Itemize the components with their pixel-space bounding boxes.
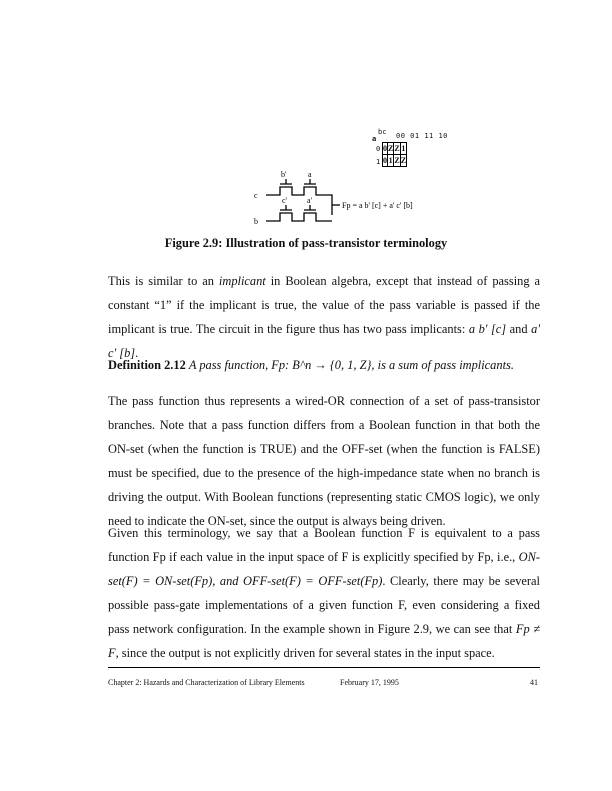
- emphasis: ON-set(F) = ON-set(Fp), and OFF-set(F) = OFF-set(Fp): [108, 550, 540, 588]
- gate-label: a': [307, 196, 312, 205]
- output-expression: Fp = a b' [c] + a' c' [b]: [342, 201, 413, 210]
- kmap-cell: Z: [394, 144, 400, 153]
- text: This is similar to an: [108, 274, 219, 288]
- emphasis: Fp ≠ F: [108, 622, 540, 660]
- definition-label: Definition 2.12: [108, 358, 186, 372]
- kmap-row-label: 1: [376, 158, 381, 166]
- pass-transistor-circuit: [240, 170, 440, 230]
- kmap-col: 10: [438, 132, 448, 140]
- text: Given this terminology, we say that a Boolean function F is equivalent to a pass function Fp if each value in the input space of F is explicitly specified by Fp, i.e.,: [108, 526, 540, 564]
- text: and: [506, 322, 532, 336]
- gate-label: a: [308, 170, 312, 179]
- kmap-cell: Z: [388, 144, 394, 153]
- kmap-table: [382, 142, 407, 167]
- kmap-cell: Z: [400, 156, 407, 165]
- gate-label: b': [281, 170, 287, 179]
- kmap-row-vars: a: [372, 135, 377, 143]
- text: , since the output is not explicitly driven for several states in the input space.: [115, 646, 495, 660]
- paragraph-pass-function: The pass function thus represents a wired-OR connection of a set of pass-transistor branches. Note that a pass function differs from a Boolean function in that both the ON-set (when the function is TRUE) and the OFF-set (when the function is FALSE) must be specified, due to the presence of the high-impedance state when no branch is driving the output. With Boolean functions (representing static CMOS logic), we only need to indicate the ON-set, since the output is always being driven.: [108, 394, 540, 528]
- emphasis: implicant: [218, 274, 266, 288]
- paragraph-implicant: [108, 269, 540, 365]
- gate-label: c': [282, 196, 287, 205]
- page-number: 41: [530, 678, 538, 687]
- definition: [108, 353, 540, 377]
- kmap-col: 00: [396, 132, 406, 140]
- figure-caption: Figure 2.9: Illustration of pass-transistor terminology: [164, 236, 448, 250]
- paragraph-equivalence: [108, 521, 540, 665]
- footer-date: February 17, 1995: [340, 678, 399, 687]
- text: in Boolean algebra, except that instead of passing a constant “1” if the implicant is true, the value of the pass variable is passed if the implicant is true. The circuit in the figure thus has two pass implicants:: [108, 274, 540, 336]
- kmap-cell: 0: [383, 144, 387, 153]
- footer-divider: [108, 667, 540, 668]
- kmap-row-label: 0: [376, 145, 381, 153]
- definition-text: A pass function, Fp: B^n → {0, 1, Z}, is a sum of pass implicants.: [188, 358, 514, 372]
- kmap-col: 01: [410, 132, 420, 140]
- kmap-cell: Z: [394, 156, 400, 165]
- kmap-cell: 1: [388, 156, 393, 165]
- kmap-cell: 0: [383, 156, 387, 165]
- input-b-label: b: [254, 217, 258, 226]
- text: .: [135, 346, 139, 360]
- emphasis: a b' [c]: [468, 322, 507, 336]
- kmap-cell: 1: [401, 144, 406, 153]
- emphasis: a' c' [b]: [108, 322, 540, 360]
- kmap-col-vars: bc: [378, 128, 387, 136]
- footer-chapter: Chapter 2: Hazards and Characterization of Library Elements: [108, 678, 305, 687]
- input-c-label: c: [254, 191, 258, 200]
- kmap-col: 11: [424, 132, 434, 140]
- text: . Clearly, there may be several possible pass-gate implementations of a given function F, even considering a fixed pass network configuration. In the example shown in Figure 2.9, we can see that: [108, 574, 540, 636]
